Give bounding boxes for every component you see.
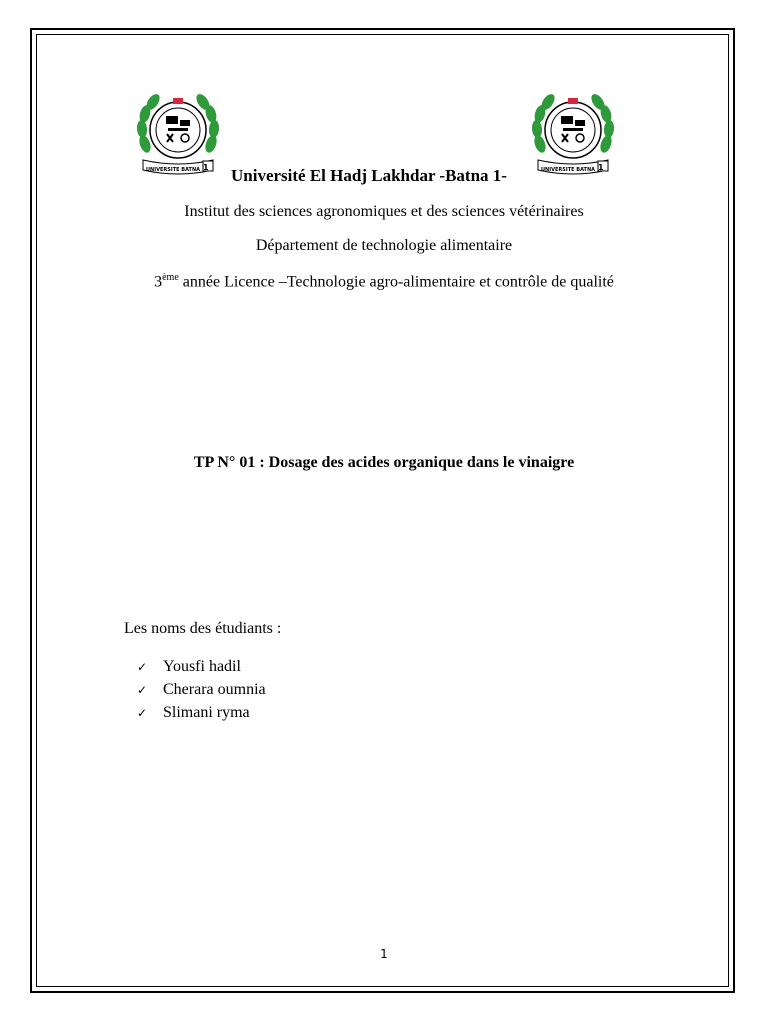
- institute-name: Institut des sciences agronomiques et des sciences vétérinaires: [184, 203, 584, 220]
- list-item: [137, 701, 266, 724]
- students-list: [137, 655, 266, 724]
- list-item: [137, 678, 266, 701]
- university-name: Université El Hadj Lakhdar -Batna 1-: [231, 166, 507, 185]
- students-label: Les noms des étudiants :: [124, 620, 282, 637]
- year-program-text: année Licence –Technologie agro-alimentaire et contrôle de qualité: [178, 273, 614, 291]
- checkmark-icon: ✓: [137, 683, 148, 697]
- year-program: [0, 272, 768, 291]
- university-logo-right: [528, 84, 618, 184]
- student-name: Cherara oumnia: [163, 681, 266, 698]
- checkmark-icon: ✓: [137, 660, 148, 674]
- logo-banner-text: UNIVERSITE BATNA: [146, 167, 201, 173]
- year-superscript: ème: [162, 272, 179, 283]
- document-title: TP N° 01 : Dosage des acides organique dans le vinaigre: [193, 454, 575, 471]
- year-number: 3: [154, 273, 163, 291]
- logo-banner-number: 1: [598, 163, 604, 172]
- logo-banner-number: 1: [203, 163, 209, 172]
- list-item: [137, 655, 266, 678]
- student-name: Yousfi hadil: [163, 658, 241, 675]
- checkmark-icon: ✓: [137, 706, 148, 720]
- page-number: 1: [380, 947, 388, 961]
- university-logo-left: [133, 84, 223, 184]
- logo-banner-text: UNIVERSITE BATNA: [541, 167, 596, 173]
- department-name: Département de technologie alimentaire: [255, 237, 513, 254]
- student-name: Slimani ryma: [163, 704, 250, 721]
